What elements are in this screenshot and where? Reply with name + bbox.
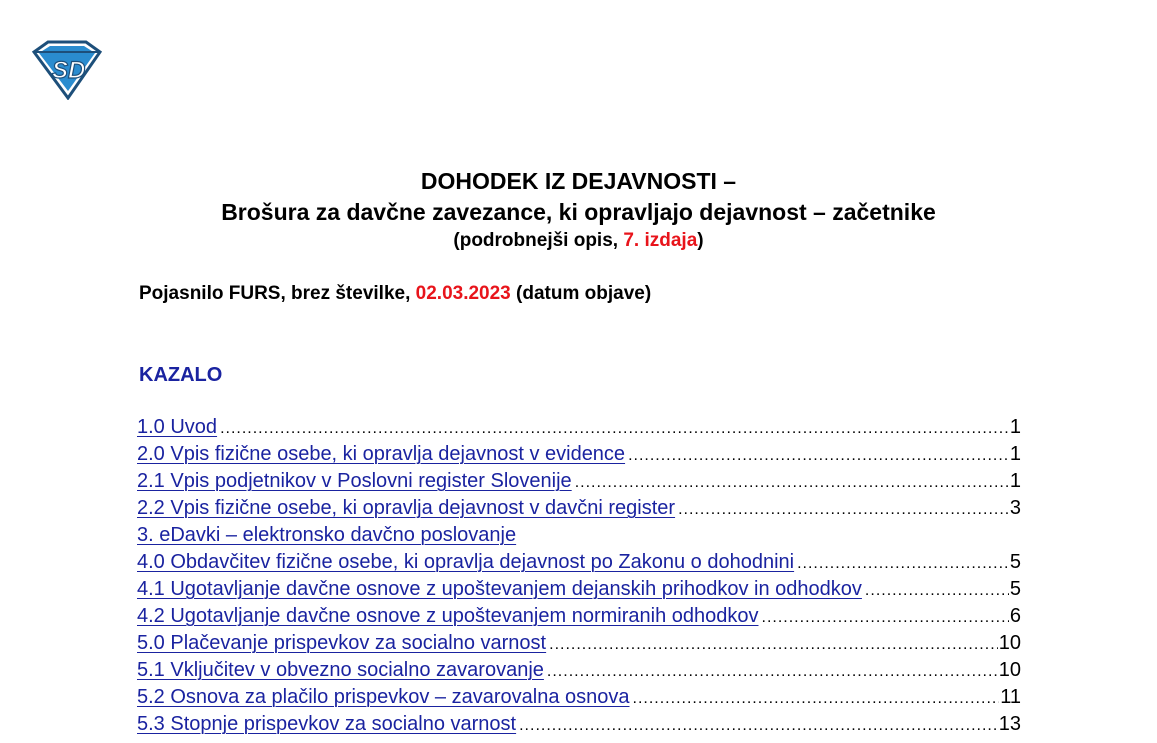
publication-note-suffix: (datum objave)	[510, 283, 652, 304]
toc-link[interactable]: 3. eDavki – elektronsko davčno poslovanje	[137, 524, 517, 546]
toc-entry	[137, 495, 1021, 522]
toc-leader	[762, 604, 1009, 631]
toc-leader	[575, 469, 1009, 496]
toc-page-number: 11	[1000, 686, 1021, 708]
sd-diamond-logo-icon	[30, 40, 104, 100]
toc-leader	[549, 631, 998, 658]
toc-page-number: 13	[998, 713, 1021, 735]
toc-leader	[797, 550, 1009, 577]
publication-date: 02.03.2023	[415, 283, 511, 304]
toc-page-number: 5	[1009, 551, 1021, 573]
toc-page-number: 6	[1009, 605, 1021, 627]
toc-entry	[137, 468, 1021, 495]
toc-leader	[678, 496, 1009, 523]
publication-note-prefix: Pojasnilo FURS, brez številke,	[139, 283, 416, 304]
toc-entry	[137, 711, 1021, 738]
toc-link[interactable]: 5.3 Stopnje prispevkov za socialno varnost	[137, 713, 517, 735]
toc-entry	[137, 630, 1021, 657]
toc-entry	[137, 441, 1021, 468]
toc-link[interactable]: 4.0 Obdavčitev fizične osebe, ki opravlja dejavnost po Zakonu o dohodnini	[137, 551, 795, 573]
title-heading: DOHODEK IZ DEJAVNOSTI –	[420, 168, 737, 194]
title-edition-line	[0, 228, 1157, 254]
toc-entry	[137, 603, 1021, 630]
toc-page-number: 5	[1009, 578, 1021, 600]
toc-link[interactable]: 2.1 Vpis podjetnikov v Poslovni register Slovenije	[137, 470, 572, 492]
document-title	[0, 166, 1157, 254]
toc-leader	[633, 685, 1000, 712]
toc-page-number: 10	[998, 632, 1021, 654]
edition-close: )	[697, 230, 704, 251]
toc-page-number: 3	[1009, 497, 1021, 519]
title-subheading: Brošura za davčne zavezance, ki opravljajo dejavnost – začetnike	[221, 199, 936, 225]
toc-leader	[519, 712, 998, 739]
toc-page-number: 1	[1009, 416, 1021, 438]
table-of-contents-heading: KAZALO	[139, 364, 223, 386]
toc-entry	[137, 576, 1021, 603]
svg-text:D: D	[68, 57, 86, 84]
toc-entry	[137, 657, 1021, 684]
toc-page-number: 1	[1009, 443, 1021, 465]
toc-link[interactable]: 5.1 Vključitev v obvezno socialno zavarovanje	[137, 659, 544, 681]
publication-note	[139, 281, 651, 307]
toc-leader	[628, 442, 1009, 469]
toc-entry	[137, 684, 1021, 711]
toc-entry	[137, 522, 1021, 549]
toc-leader	[220, 415, 1009, 442]
toc-link[interactable]: 5.0 Plačevanje prispevkov za socialno varnost	[137, 632, 547, 654]
toc-link[interactable]: 4.1 Ugotavljanje davčne osnove z upoštevanjem dejanskih prihodkov in odhodkov	[137, 578, 862, 600]
toc-leader	[865, 577, 1009, 604]
toc-page-number: 1	[1009, 470, 1021, 492]
toc-link[interactable]: 5.2 Osnova za plačilo prispevkov – zavarovalna osnova	[137, 686, 630, 708]
table-of-contents	[137, 414, 1021, 738]
edition-number: 7. izdaja	[623, 230, 698, 251]
toc-link[interactable]: 4.2 Ugotavljanje davčne osnove z upoštevanjem normiranih odhodkov	[137, 605, 759, 627]
toc-page-number: 10	[998, 659, 1021, 681]
svg-text:S: S	[52, 57, 69, 84]
toc-leader	[547, 658, 998, 685]
toc-link[interactable]: 2.0 Vpis fizične osebe, ki opravlja dejavnost v evidence	[137, 443, 626, 465]
edition-open: (podrobnejši opis,	[453, 230, 624, 251]
toc-entry	[137, 549, 1021, 576]
toc-link[interactable]: 1.0 Uvod	[137, 416, 218, 438]
toc-link[interactable]: 2.2 Vpis fizične osebe, ki opravlja dejavnost v davčni register	[137, 497, 676, 519]
toc-entry	[137, 414, 1021, 441]
